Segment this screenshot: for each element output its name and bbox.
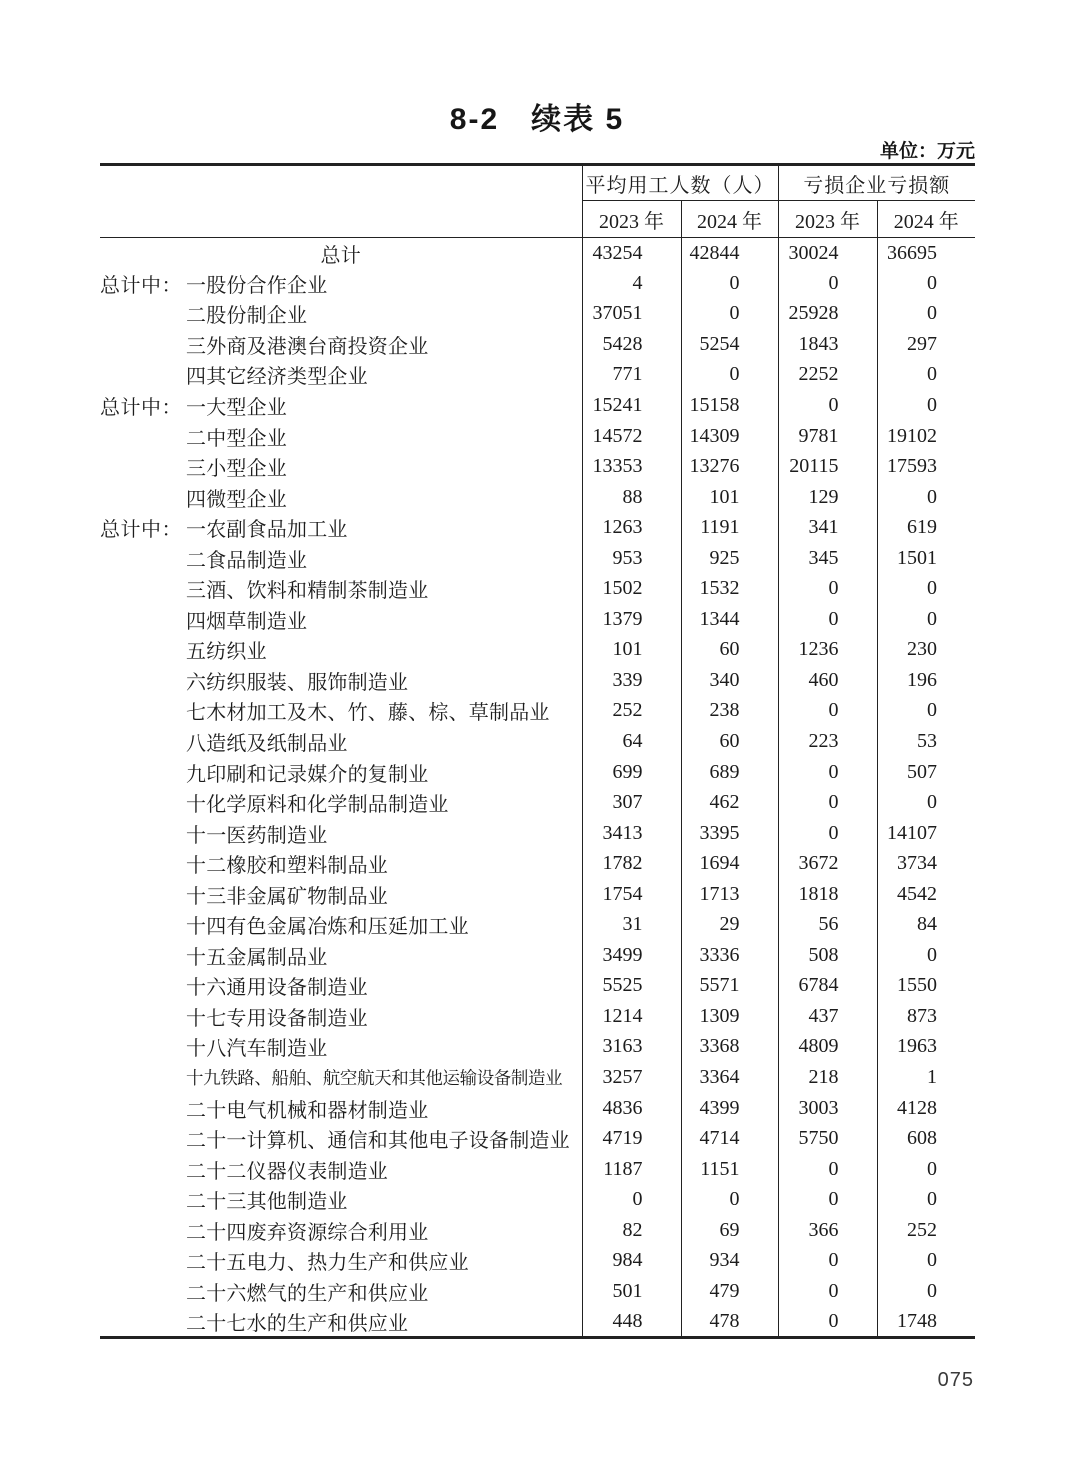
row-label-cell xyxy=(100,971,582,1002)
row-label-cell xyxy=(100,1215,582,1246)
value-cell: 0 xyxy=(877,390,975,421)
value-cell: 14572 xyxy=(582,421,681,452)
value-cell: 366 xyxy=(778,1215,877,1246)
row-label-cell xyxy=(100,543,582,574)
value-cell: 339 xyxy=(582,665,681,696)
value-cell: 507 xyxy=(877,757,975,788)
value-cell: 3734 xyxy=(877,848,975,879)
row-label: 十九铁路、船舶、航空航天和其他运输设备制造业 xyxy=(186,1068,563,1089)
value-cell: 0 xyxy=(877,1184,975,1215)
row-label-cell xyxy=(100,268,582,299)
value-cell: 1748 xyxy=(877,1307,975,1338)
table-row xyxy=(100,1246,975,1277)
value-cell: 460 xyxy=(778,665,877,696)
value-cell: 13353 xyxy=(582,451,681,482)
value-cell: 3499 xyxy=(582,940,681,971)
table-row xyxy=(100,971,975,1002)
table-row xyxy=(100,1184,975,1215)
value-cell: 1236 xyxy=(778,635,877,666)
value-cell: 0 xyxy=(778,1276,877,1307)
table-row xyxy=(100,421,975,452)
value-cell: 252 xyxy=(877,1215,975,1246)
value-cell: 37051 xyxy=(582,299,681,330)
value-cell: 1187 xyxy=(582,1154,681,1185)
table-row xyxy=(100,604,975,635)
value-cell: 60 xyxy=(681,726,778,757)
value-cell: 20115 xyxy=(778,451,877,482)
row-label-cell xyxy=(100,1093,582,1124)
value-cell: 479 xyxy=(681,1276,778,1307)
value-cell: 619 xyxy=(877,512,975,543)
value-cell: 699 xyxy=(582,757,681,788)
value-cell: 0 xyxy=(877,482,975,513)
table-row xyxy=(100,1215,975,1246)
value-cell: 101 xyxy=(582,635,681,666)
value-cell: 88 xyxy=(582,482,681,513)
value-cell: 5750 xyxy=(778,1123,877,1154)
row-label-cell xyxy=(100,1123,582,1154)
value-cell: 0 xyxy=(877,604,975,635)
value-cell: 689 xyxy=(681,757,778,788)
value-cell: 608 xyxy=(877,1123,975,1154)
sub-header-2023-loss: 2023 年 xyxy=(778,201,877,238)
row-label-cell xyxy=(100,879,582,910)
value-cell: 5525 xyxy=(582,971,681,1002)
value-cell: 1782 xyxy=(582,848,681,879)
row-label: 二中型企业 xyxy=(186,427,287,450)
value-cell: 1550 xyxy=(877,971,975,1002)
row-label-cell xyxy=(100,512,582,543)
value-cell: 0 xyxy=(778,1184,877,1215)
row-label: 二十七水的生产和供应业 xyxy=(186,1312,409,1335)
value-cell: 0 xyxy=(778,1246,877,1277)
row-group-prefix: 总计中： xyxy=(100,274,182,297)
row-label: 十六通用设备制造业 xyxy=(186,977,368,1000)
row-label: 七木材加工及木、竹、藤、棕、草制品业 xyxy=(186,702,550,725)
value-cell: 3003 xyxy=(778,1093,877,1124)
value-cell: 437 xyxy=(778,1001,877,1032)
value-cell: 19102 xyxy=(877,421,975,452)
row-label-cell xyxy=(100,635,582,666)
value-cell: 0 xyxy=(681,299,778,330)
value-cell: 5428 xyxy=(582,329,681,360)
value-cell: 1502 xyxy=(582,574,681,605)
row-label-cell xyxy=(100,1032,582,1063)
row-label: 四其它经济类型企业 xyxy=(186,366,368,389)
row-label: 二十六燃气的生产和供应业 xyxy=(186,1282,429,1305)
row-label: 二十一计算机、通信和其他电子设备制造业 xyxy=(186,1130,570,1153)
value-cell: 4809 xyxy=(778,1032,877,1063)
value-cell: 1309 xyxy=(681,1001,778,1032)
value-cell: 4399 xyxy=(681,1093,778,1124)
value-cell: 4542 xyxy=(877,879,975,910)
value-cell: 0 xyxy=(582,1184,681,1215)
row-label-cell xyxy=(100,818,582,849)
value-cell: 3395 xyxy=(681,818,778,849)
table-row xyxy=(100,268,975,299)
value-cell: 0 xyxy=(877,360,975,391)
row-label: 十七专用设备制造业 xyxy=(186,1007,368,1030)
value-cell: 84 xyxy=(877,910,975,941)
value-cell: 1532 xyxy=(681,574,778,605)
row-label: 九印刷和记录媒介的复制业 xyxy=(186,763,429,786)
table-row xyxy=(100,879,975,910)
row-label-cell xyxy=(100,1246,582,1277)
row-label-cell xyxy=(100,848,582,879)
value-cell: 3672 xyxy=(778,848,877,879)
value-cell: 953 xyxy=(582,543,681,574)
table-row xyxy=(100,726,975,757)
row-group-prefix: 总计中： xyxy=(100,519,182,542)
value-cell: 223 xyxy=(778,726,877,757)
value-cell: 1151 xyxy=(681,1154,778,1185)
row-label: 二十五电力、热力生产和供应业 xyxy=(186,1252,469,1275)
row-label: 一农副食品加工业 xyxy=(186,519,348,542)
row-label-cell xyxy=(100,757,582,788)
row-label-cell xyxy=(100,1307,582,1338)
value-cell: 15158 xyxy=(681,390,778,421)
value-cell: 984 xyxy=(582,1246,681,1277)
sub-header-2023-employees: 2023 年 xyxy=(582,201,681,238)
row-group-prefix: 总计中： xyxy=(100,397,182,419)
value-cell: 0 xyxy=(681,1184,778,1215)
row-label: 三外商及港澳台商投资企业 xyxy=(186,335,429,358)
table-row xyxy=(100,512,975,543)
row-label-cell xyxy=(100,1154,582,1185)
row-label-cell xyxy=(100,726,582,757)
value-cell: 53 xyxy=(877,726,975,757)
table-row xyxy=(100,390,975,421)
row-label: 总计 xyxy=(320,244,361,267)
row-label: 一股份合作企业 xyxy=(186,274,328,297)
value-cell: 14107 xyxy=(877,818,975,849)
value-cell: 4719 xyxy=(582,1123,681,1154)
row-label: 四微型企业 xyxy=(186,488,287,511)
row-label: 二十三其他制造业 xyxy=(186,1191,348,1214)
row-label: 二十四废弃资源综合利用业 xyxy=(186,1221,429,1244)
value-cell: 925 xyxy=(681,543,778,574)
table-row xyxy=(100,329,975,360)
table-row xyxy=(100,818,975,849)
statistics-table xyxy=(100,163,975,1339)
table-row xyxy=(100,757,975,788)
table-row xyxy=(100,1001,975,1032)
value-cell: 69 xyxy=(681,1215,778,1246)
value-cell: 462 xyxy=(681,787,778,818)
value-cell: 1963 xyxy=(877,1032,975,1063)
sub-header-2024-employees: 2024 年 xyxy=(681,201,778,238)
table-row xyxy=(100,940,975,971)
value-cell: 1694 xyxy=(681,848,778,879)
value-cell: 64 xyxy=(582,726,681,757)
sub-header-2024-loss: 2024 年 xyxy=(877,201,975,238)
table-row xyxy=(100,635,975,666)
table-row xyxy=(100,360,975,391)
value-cell: 252 xyxy=(582,696,681,727)
value-cell: 0 xyxy=(778,1307,877,1338)
row-label-cell xyxy=(100,1062,582,1093)
value-cell: 1344 xyxy=(681,604,778,635)
row-label-cell xyxy=(100,910,582,941)
value-cell: 0 xyxy=(877,1154,975,1185)
row-label-cell xyxy=(100,696,582,727)
group-header-row xyxy=(100,165,975,201)
value-cell: 0 xyxy=(681,360,778,391)
row-label-cell xyxy=(100,360,582,391)
row-label-cell xyxy=(100,1001,582,1032)
table-row xyxy=(100,238,975,269)
value-cell: 2252 xyxy=(778,360,877,391)
value-cell: 771 xyxy=(582,360,681,391)
value-cell: 1843 xyxy=(778,329,877,360)
row-label-cell xyxy=(100,421,582,452)
row-label: 二十二仪器仪表制造业 xyxy=(186,1160,388,1183)
value-cell: 345 xyxy=(778,543,877,574)
value-cell: 1379 xyxy=(582,604,681,635)
unit-note: 单位：万元 xyxy=(879,141,975,162)
value-cell: 60 xyxy=(681,635,778,666)
row-label: 四烟草制造业 xyxy=(186,610,308,633)
value-cell: 4 xyxy=(582,268,681,299)
row-label-cell xyxy=(100,390,582,421)
group-header-avg-employees: 平均用工人数（人） xyxy=(582,165,778,201)
value-cell: 1754 xyxy=(582,879,681,910)
table-row xyxy=(100,1093,975,1124)
value-cell: 3163 xyxy=(582,1032,681,1063)
row-label: 八造纸及纸制品业 xyxy=(186,733,348,756)
table-row xyxy=(100,910,975,941)
value-cell: 0 xyxy=(778,818,877,849)
value-cell: 56 xyxy=(778,910,877,941)
row-label: 十化学原料和化学制品制造业 xyxy=(186,794,449,817)
value-cell: 238 xyxy=(681,696,778,727)
value-cell: 1214 xyxy=(582,1001,681,1032)
table-row xyxy=(100,543,975,574)
value-cell: 5571 xyxy=(681,971,778,1002)
table-body xyxy=(100,238,975,1338)
value-cell: 0 xyxy=(778,696,877,727)
table-row xyxy=(100,1062,975,1093)
row-label-cell xyxy=(100,940,582,971)
table-row xyxy=(100,665,975,696)
value-cell: 478 xyxy=(681,1307,778,1338)
value-cell: 101 xyxy=(681,482,778,513)
value-cell: 873 xyxy=(877,1001,975,1032)
row-label: 十一医药制造业 xyxy=(186,824,328,847)
row-label-cell xyxy=(100,299,582,330)
value-cell: 0 xyxy=(778,268,877,299)
value-cell: 3257 xyxy=(582,1062,681,1093)
value-cell: 0 xyxy=(681,268,778,299)
value-cell: 42844 xyxy=(681,238,778,269)
value-cell: 4128 xyxy=(877,1093,975,1124)
row-label: 十三非金属矿物制品业 xyxy=(186,885,388,908)
value-cell: 5254 xyxy=(681,329,778,360)
value-cell: 3368 xyxy=(681,1032,778,1063)
value-cell: 1263 xyxy=(582,512,681,543)
row-label-cell xyxy=(100,604,582,635)
value-cell: 297 xyxy=(877,329,975,360)
value-cell: 129 xyxy=(778,482,877,513)
value-cell: 0 xyxy=(877,268,975,299)
value-cell: 1 xyxy=(877,1062,975,1093)
row-label-cell xyxy=(100,451,582,482)
table-row xyxy=(100,451,975,482)
value-cell: 0 xyxy=(877,574,975,605)
row-label-cell xyxy=(100,482,582,513)
value-cell: 230 xyxy=(877,635,975,666)
value-cell: 9781 xyxy=(778,421,877,452)
row-label: 十二橡胶和塑料制品业 xyxy=(186,855,388,878)
value-cell: 0 xyxy=(778,390,877,421)
row-label: 三酒、饮料和精制茶制造业 xyxy=(186,580,429,603)
table-row xyxy=(100,482,975,513)
value-cell: 196 xyxy=(877,665,975,696)
value-cell: 17593 xyxy=(877,451,975,482)
value-cell: 3413 xyxy=(582,818,681,849)
value-cell: 0 xyxy=(877,940,975,971)
value-cell: 0 xyxy=(778,1154,877,1185)
table-row xyxy=(100,1307,975,1338)
table-row xyxy=(100,574,975,605)
value-cell: 31 xyxy=(582,910,681,941)
row-label-cell xyxy=(100,238,582,269)
row-label: 五纺织业 xyxy=(186,641,267,664)
value-cell: 4714 xyxy=(681,1123,778,1154)
value-cell: 1501 xyxy=(877,543,975,574)
table-row xyxy=(100,1123,975,1154)
page-number: 075 xyxy=(937,1369,974,1391)
value-cell: 36695 xyxy=(877,238,975,269)
value-cell: 29 xyxy=(681,910,778,941)
value-cell: 0 xyxy=(877,1246,975,1277)
table-row xyxy=(100,1154,975,1185)
value-cell: 0 xyxy=(877,787,975,818)
value-cell: 25928 xyxy=(778,299,877,330)
row-label: 十八汽车制造业 xyxy=(186,1038,328,1061)
value-cell: 0 xyxy=(778,574,877,605)
value-cell: 3364 xyxy=(681,1062,778,1093)
table-row xyxy=(100,1032,975,1063)
value-cell: 1818 xyxy=(778,879,877,910)
row-label: 六纺织服装、服饰制造业 xyxy=(186,671,409,694)
row-label-cell xyxy=(100,1276,582,1307)
value-cell: 43254 xyxy=(582,238,681,269)
value-cell: 218 xyxy=(778,1062,877,1093)
page-title: 8-2 续表 5 xyxy=(449,103,625,136)
value-cell: 307 xyxy=(582,787,681,818)
table-row xyxy=(100,299,975,330)
table-row xyxy=(100,787,975,818)
value-cell: 1191 xyxy=(681,512,778,543)
value-cell: 0 xyxy=(877,299,975,330)
value-cell: 0 xyxy=(877,1276,975,1307)
row-label: 一大型企业 xyxy=(186,397,287,419)
value-cell: 0 xyxy=(778,604,877,635)
value-cell: 13276 xyxy=(681,451,778,482)
row-label: 十五金属制品业 xyxy=(186,946,328,969)
value-cell: 501 xyxy=(582,1276,681,1307)
row-label: 十四有色金属冶炼和压延加工业 xyxy=(186,916,469,939)
row-label: 二股份制企业 xyxy=(186,305,308,328)
value-cell: 14309 xyxy=(681,421,778,452)
value-cell: 340 xyxy=(681,665,778,696)
table-row xyxy=(100,1276,975,1307)
table-row xyxy=(100,696,975,727)
value-cell: 0 xyxy=(778,787,877,818)
value-cell: 508 xyxy=(778,940,877,971)
stub-header-cell xyxy=(100,165,582,238)
value-cell: 82 xyxy=(582,1215,681,1246)
row-label-cell xyxy=(100,1184,582,1215)
row-label-cell xyxy=(100,329,582,360)
row-label-cell xyxy=(100,787,582,818)
value-cell: 341 xyxy=(778,512,877,543)
value-cell: 6784 xyxy=(778,971,877,1002)
table-row xyxy=(100,848,975,879)
value-cell: 0 xyxy=(778,757,877,788)
value-cell: 0 xyxy=(877,696,975,727)
row-label-cell xyxy=(100,665,582,696)
row-label: 二十电气机械和器材制造业 xyxy=(186,1099,429,1122)
group-header-loss-amount: 亏损企业亏损额 xyxy=(778,165,975,201)
row-label-cell xyxy=(100,574,582,605)
table-header xyxy=(100,165,975,238)
value-cell: 3336 xyxy=(681,940,778,971)
value-cell: 448 xyxy=(582,1307,681,1338)
value-cell: 30024 xyxy=(778,238,877,269)
row-label: 二食品制造业 xyxy=(186,549,308,572)
value-cell: 1713 xyxy=(681,879,778,910)
value-cell: 15241 xyxy=(582,390,681,421)
value-cell: 934 xyxy=(681,1246,778,1277)
value-cell: 4836 xyxy=(582,1093,681,1124)
row-label: 三小型企业 xyxy=(186,458,287,481)
